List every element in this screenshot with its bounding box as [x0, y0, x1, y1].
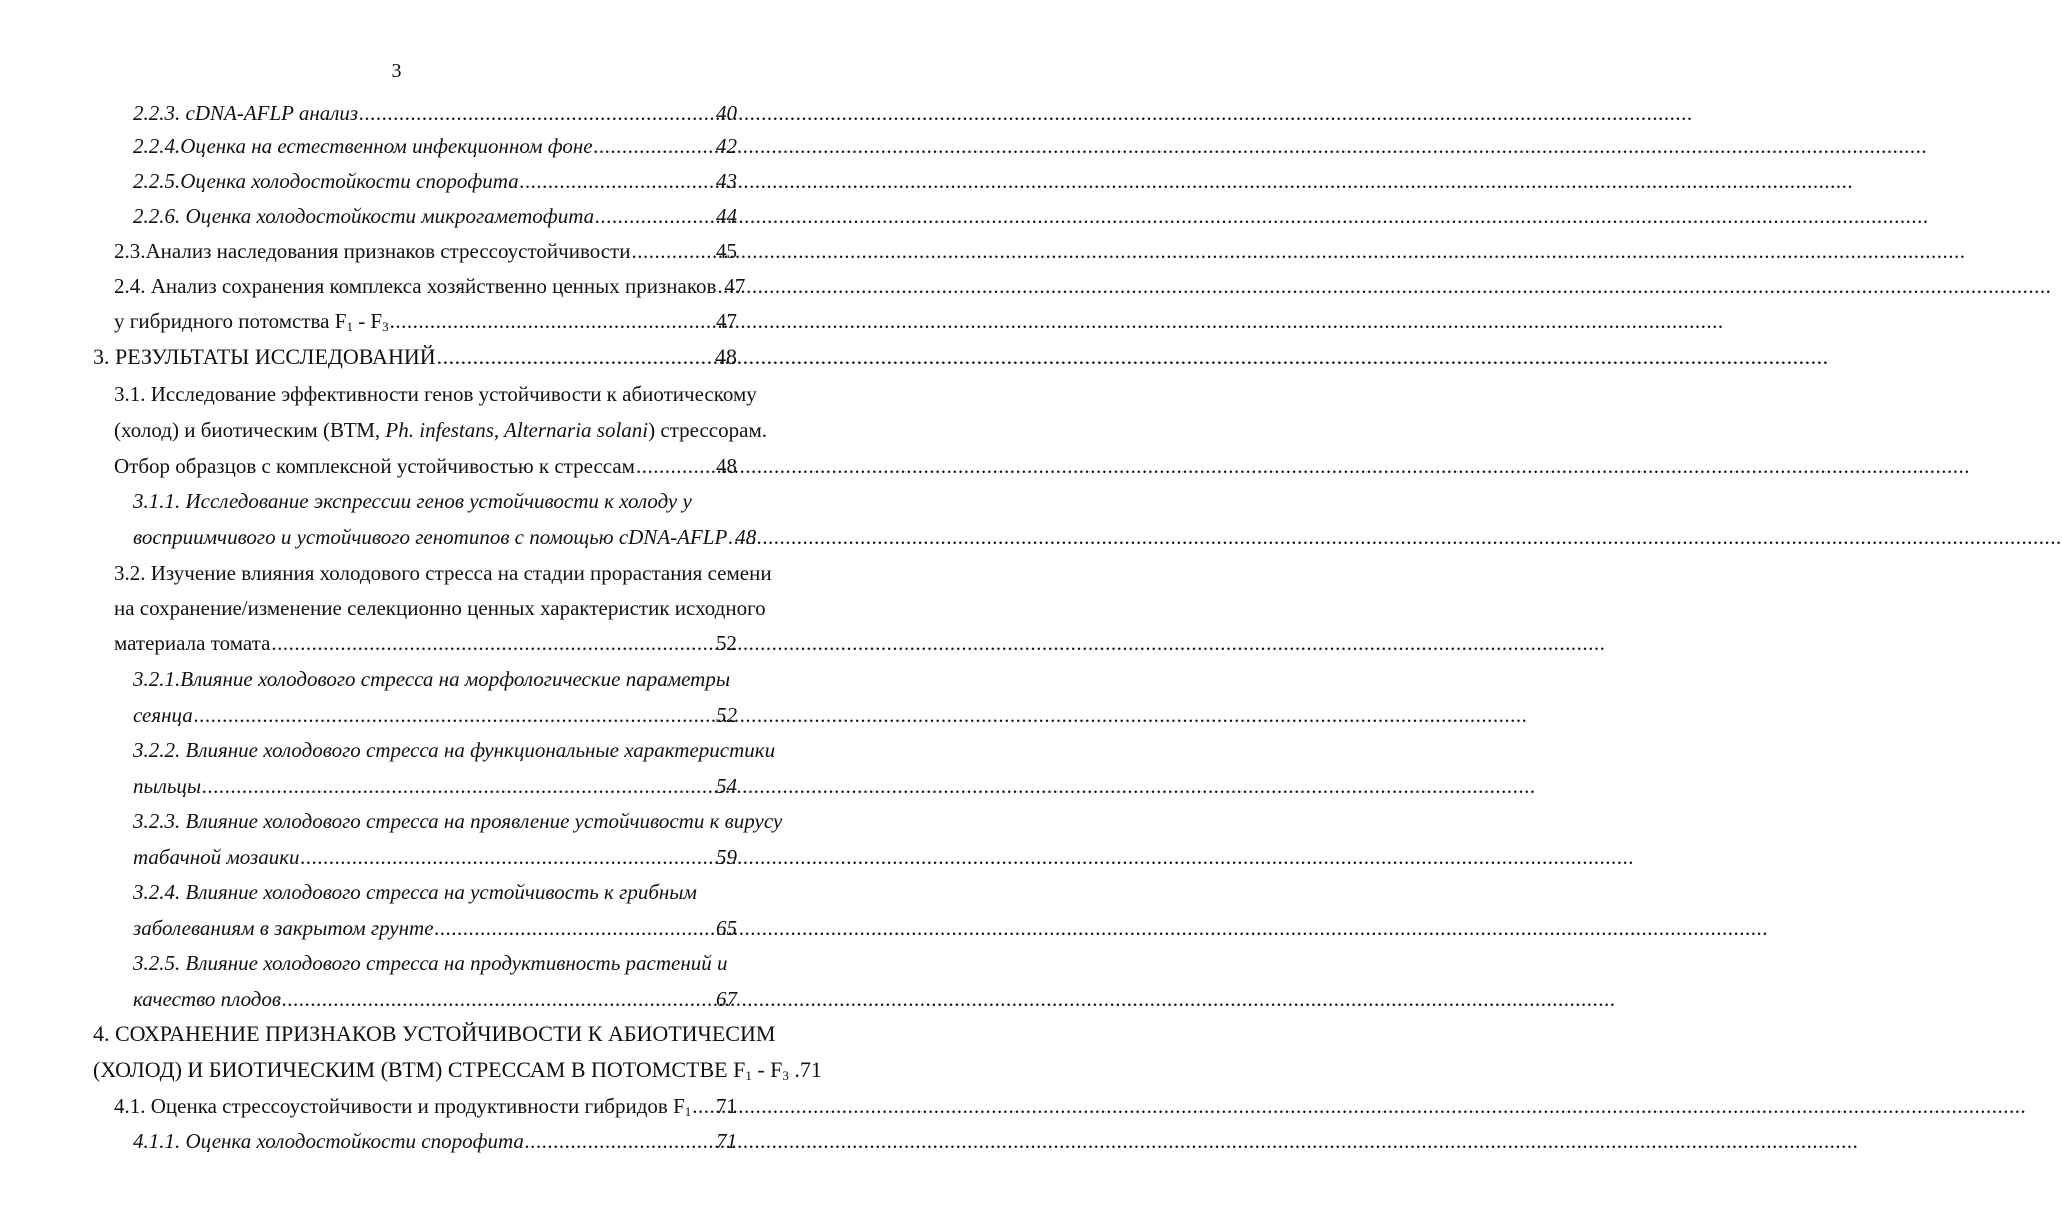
toc-entry-2-2-5[interactable]: 2.2.5. Оценка холодостойкости спорофита ..... 43: [133, 168, 737, 194]
toc-entry-3-2-cont2[interactable]: материала томата ..... 52: [114, 630, 737, 656]
page-ref: 48: [735, 525, 757, 549]
page-ref: 40: [716, 101, 737, 125]
toc-entry-2-3[interactable]: 2.3. Анализ наследования признаков стрессоустойчивости ..... 45: [114, 238, 737, 264]
leader-dots: [194, 702, 715, 728]
page-ref: 48: [716, 454, 737, 478]
toc-entry-3-2-2-cont[interactable]: пыльцы ..... 54: [133, 773, 737, 799]
page-ref: 47: [724, 274, 746, 298]
page-ref: 48: [715, 344, 737, 369]
toc-entry-2-2-6[interactable]: 2.2.6. Оценка холодостойкости микрогаметофита ..... 44: [133, 203, 737, 229]
toc-entry-3-2-4[interactable]: 3.2.4. Влияние холодового стресса на устойчивость к грибным: [133, 880, 697, 904]
leader-dots: [435, 915, 715, 941]
toc-entry-3-2-3[interactable]: 3.2.3. Влияние холодового стресса на проявление устойчивости к вирусу: [133, 809, 783, 833]
toc-entry-3-2-5-cont[interactable]: качество плодов ..... 67: [133, 986, 737, 1012]
page-ref: 43: [716, 169, 737, 193]
toc-entry-3-2-3-cont[interactable]: табачной мозаики ..... 59: [133, 844, 737, 870]
page-ref: 65: [716, 916, 737, 940]
leader-dots: [202, 773, 715, 799]
toc-entry-2-2-4[interactable]: 2.2.4. Оценка на естественном инфекционном фоне ..... 42: [133, 133, 737, 159]
toc-entry-3-1[interactable]: 3.1. Исследование эффективности генов устойчивости к абиотическому: [114, 382, 757, 406]
toc-entry-3-2-1-cont[interactable]: сеянца ..... 52: [133, 702, 737, 728]
toc-entry-3[interactable]: 3. РЕЗУЛЬТАТЫ ИССЛЕДОВАНИЙ ..... 48: [93, 344, 737, 370]
toc-entry-3-2-5[interactable]: 3.2.5. Влияние холодового стресса на продуктивность растений и: [133, 951, 728, 975]
leader-dots: [390, 308, 715, 334]
toc-entry-2-4[interactable]: 2.4. Анализ сохранения комплекса хозяйственно ценных признаков ..... 47: [114, 273, 737, 299]
leader-dots: [520, 168, 715, 194]
leader-dots: [282, 986, 715, 1012]
page-ref: 44: [716, 204, 737, 228]
page-ref: 47: [716, 309, 737, 333]
leader-dots: [301, 844, 715, 870]
toc-entry-2-2-3[interactable]: 2.2.3. cDNA-AFLP анализ ..... 40: [133, 100, 737, 126]
leader-dots: [636, 453, 715, 479]
toc-entry-3-2[interactable]: 3.2. Изучение влияния холодового стресса на стадии прорастания семени: [114, 561, 772, 585]
leader-dots: [594, 133, 715, 159]
toc-entry-4-1-1[interactable]: 4.1.1. Оценка холодостойкости спорофита ..... 71: [133, 1128, 737, 1154]
page-ref: 59: [716, 845, 737, 869]
page-ref: 52: [716, 703, 737, 727]
toc-entry-4-cont[interactable]: (ХОЛОД) И БИОТИЧЕСКИМ (ВТМ) СТРЕССАМ В ПОТОМСТВЕ $F_1 - F_3$ .71: [93, 1057, 822, 1083]
page-ref: 71: [716, 1094, 737, 1118]
page-number: 3: [391, 60, 402, 82]
leader-dots: [271, 630, 715, 656]
page-ref: 52: [716, 631, 737, 655]
page-ref: 54: [716, 774, 737, 798]
toc-entry-3-2-1[interactable]: 3.2.1.Влияние холодового стресса на морфологические параметры: [133, 667, 731, 691]
page-ref: 71: [716, 1129, 737, 1153]
document-page: [0, 0, 822, 1232]
toc-entry-4-1[interactable]: 4.1. Оценка стрессоустойчивости и продуктивности гибридов $F_1$ ..... 71: [114, 1093, 737, 1125]
toc-entry-3-1-1[interactable]: 3.1.1. Исследование экспрессии генов устойчивости к холоду у: [133, 489, 692, 513]
toc-entry-3-2-cont1[interactable]: на сохранение/изменение селекционно ценных характеристик исходного: [114, 596, 766, 620]
page-ref: 45: [716, 239, 737, 263]
leader-dots: [359, 100, 715, 126]
leader-dots: [728, 524, 734, 550]
page-ref: 67: [716, 987, 737, 1011]
page-ref: 42: [716, 134, 737, 158]
toc-entry-3-1-cont2[interactable]: Отбор образцов с комплексной устойчивостью к стрессам ..... 48: [114, 453, 737, 479]
leader-dots: [692, 1093, 715, 1119]
toc-entry-2-4-cont[interactable]: у гибридного потомства $F_1 - F_3$ ..... 47: [114, 308, 737, 340]
leader-dots: [631, 238, 715, 264]
leader-dots: [437, 344, 714, 370]
leader-dots: [525, 1128, 715, 1154]
toc-entry-3-2-2[interactable]: 3.2.2. Влияние холодового стресса на функциональные характеристики: [133, 738, 776, 762]
toc-entry-3-1-cont1[interactable]: (холод) и биотическим (ВТМ, Ph. infestans, Alternaria solani) стрессорам.: [114, 418, 767, 442]
toc-entry-3-2-4-cont[interactable]: заболеваниям в закрытом грунте ..... 65: [133, 915, 737, 941]
leader-dots: [717, 273, 723, 299]
toc-entry-4[interactable]: 4. СОХРАНЕНИЕ ПРИЗНАКОВ УСТОЙЧИВОСТИ К АБИОТИЧЕСИМ: [93, 1021, 776, 1046]
toc-entry-3-1-1-cont[interactable]: восприимчивого и устойчивого генотипов с помощью cDNA-AFLP ..... 48: [133, 524, 737, 550]
leader-dots: [595, 203, 715, 229]
